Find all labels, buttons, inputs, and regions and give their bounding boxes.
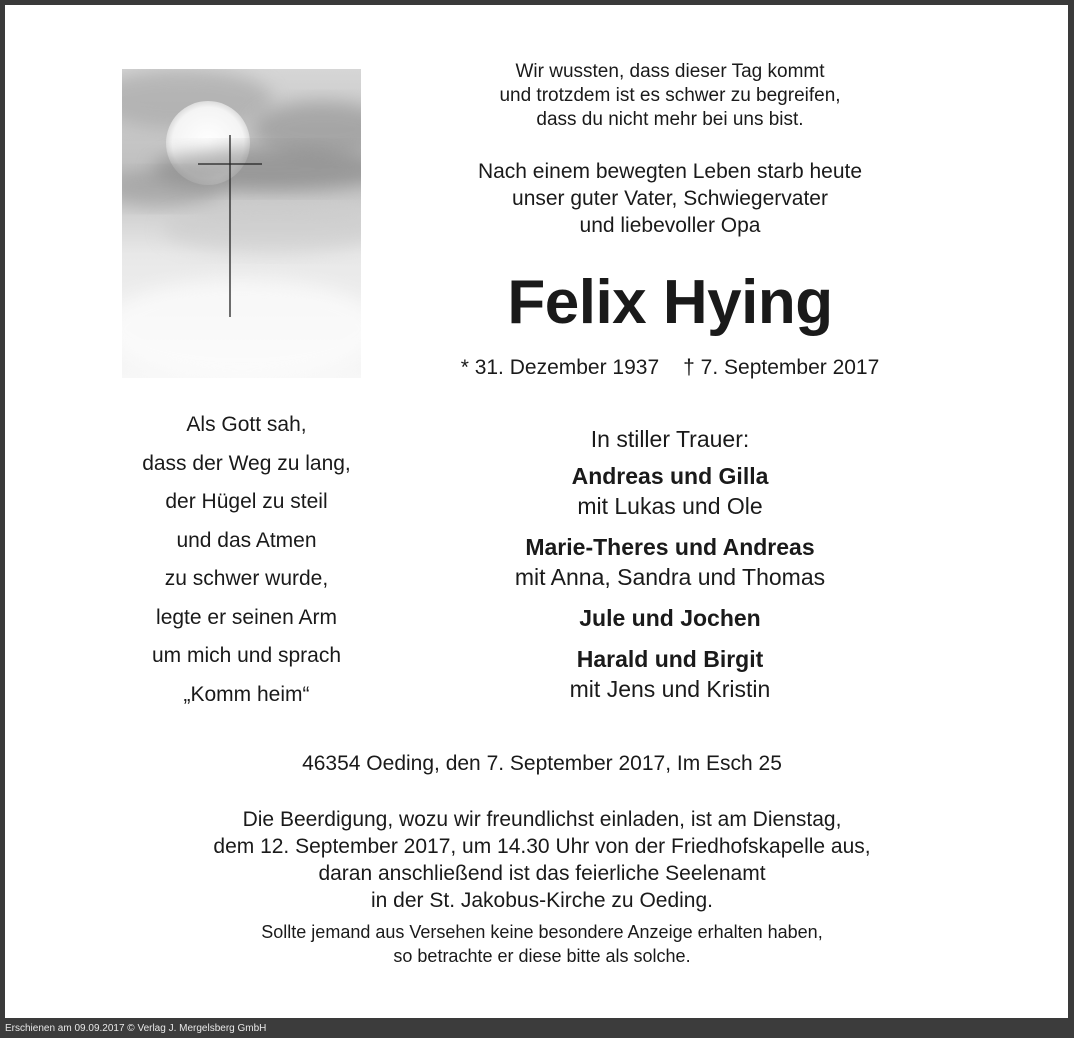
poem-line: „Komm heim“: [183, 682, 310, 706]
intro-verse: [420, 60, 920, 132]
death-date: † 7. September 2017: [683, 356, 880, 379]
poem-line: zu schwer wurde,: [164, 567, 329, 590]
mourner-children: mit Jens und Kristin: [569, 676, 771, 702]
announcement-line: Nach einem bewegten Leben starb heute: [477, 160, 863, 183]
funeral-line: in der St. Jakobus-Kirche zu Oeding.: [370, 889, 713, 912]
poem-line: dass der Weg zu lang,: [142, 451, 351, 475]
mourner-group: [420, 603, 920, 633]
funeral-details: [125, 806, 959, 914]
birth-date: * 31. Dezember 1937: [460, 356, 660, 379]
mourner-names: Harald und Birgit: [576, 646, 764, 672]
mourner-children: mit Lukas und Ole: [577, 493, 763, 519]
poem-line: Als Gott sah,: [186, 413, 307, 436]
poem-line: und das Atmen: [176, 528, 317, 552]
notice-note: [125, 920, 959, 968]
life-dates: [405, 353, 935, 383]
mourner-group: [420, 532, 920, 592]
note-line: Sollte jemand aus Versehen keine besondere Anzeige erhalten haben,: [261, 922, 823, 942]
mourner-group: [420, 461, 920, 521]
funeral-line: daran anschließend ist das feierliche Seelenamt: [318, 862, 766, 885]
poem: [122, 406, 371, 714]
mourner-group: [420, 644, 920, 704]
intro-line: dass du nicht mehr bei uns bist.: [536, 109, 804, 130]
announcement-line: und liebevoller Opa: [579, 214, 761, 237]
poem-line: der Hügel zu steil: [165, 490, 328, 513]
publication-footer: Erschienen am 09.09.2017 © Verlag J. Mergelsberg GmbH: [0, 1020, 1074, 1038]
note-line: so betrachte er diese bitte als solche.: [393, 946, 691, 966]
mourners-list: [420, 423, 920, 715]
poem-line: um mich und sprach: [151, 644, 342, 667]
funeral-line: Die Beerdigung, wozu wir freundlichst einladen, ist am Dienstag,: [242, 808, 842, 831]
mourner-names: Marie-Theres und Andreas: [525, 534, 815, 560]
poem-line: legte er seinen Arm: [156, 605, 337, 629]
moon-cross-image: [122, 69, 361, 378]
intro-line: Wir wussten, dass dieser Tag kommt: [515, 61, 825, 82]
intro-line: und trotzdem ist es schwer zu begreifen,: [499, 85, 841, 106]
funeral-line: dem 12. September 2017, um 14.30 Uhr von der Friedhofskapelle aus,: [213, 835, 871, 858]
mourners-heading: In stiller Trauer:: [590, 426, 750, 452]
announcement-line: unser guter Vater, Schwiegervater: [512, 187, 828, 210]
mourner-children: mit Anna, Sandra und Thomas: [514, 564, 826, 590]
deceased-name: Felix Hying: [507, 268, 833, 337]
place-date-address: 46354 Oeding, den 7. September 2017, Im Esch 25: [302, 752, 782, 775]
mourner-names: Jule und Jochen: [579, 605, 761, 631]
death-announcement: [420, 158, 920, 239]
mourner-names: Andreas und Gilla: [571, 463, 769, 489]
